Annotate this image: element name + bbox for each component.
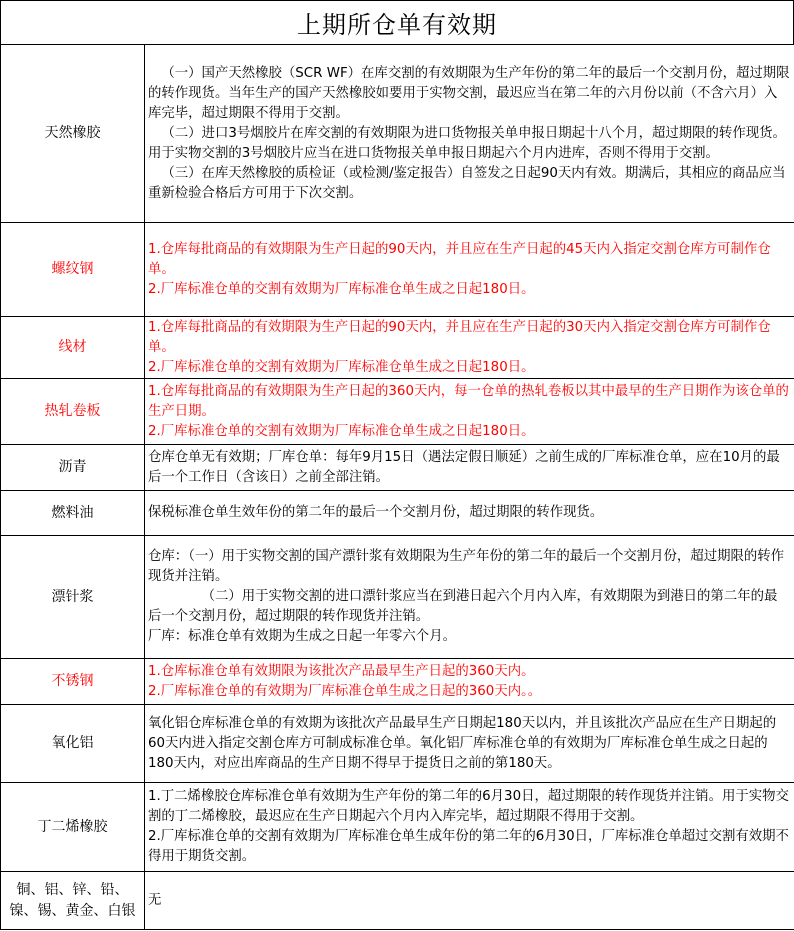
table-row: [1, 491, 794, 536]
row-name-alumina: 氧化铝: [1, 705, 145, 783]
desc-line: 2.厂库标准仓单的交割有效期为厂库标准仓单生成之日起180日。: [148, 281, 535, 297]
desc-line: 2.厂库标准仓单的交割有效期为厂库标准仓单生成年份的第二年的6月30日，厂库标准仓单超过交割有效期不得用于期货交割。: [148, 829, 789, 864]
row-desc-rebar: [145, 223, 794, 317]
desc-line: 仓库仓单无有效期；厂库仓单：每年9月15日（遇法定假日顺延）之前生成的厂库标准仓单，应在10月的最后一个工作日（含该日）之前全部注销。: [148, 449, 780, 485]
table-row: [1, 45, 794, 223]
row-name-hot-rolled-coil: 热轧卷板: [1, 379, 145, 445]
table-row: [1, 659, 794, 705]
row-desc-fuel-oil: [145, 491, 794, 536]
table-row: [1, 379, 794, 445]
table-row: [1, 317, 794, 379]
row-desc-alumina: [145, 705, 794, 783]
desc-line: 仓库：（一）用于实物交割的国产漂针浆有效期限为生产年份的第二年的最后一个交割月份，超过期限的转作现货并注销。: [148, 549, 785, 584]
desc-line: 1.仓库每批商品的有效期限为生产日起的360天内，每一仓单的热轧卷板以其中最早的生产日期作为该仓单的生产日期。: [148, 383, 789, 419]
table-row: [1, 445, 794, 491]
table-row: [1, 783, 794, 872]
row-name-wire-rod: 线材: [1, 317, 145, 379]
desc-line: 氧化铝仓库标准仓单的有效期为该批次产品最早生产日期起180天以内，并且该批次产品应在生产日期起的60天内进入指定交割仓库方可制成标准仓单。氧化铝厂库标准仓单的有效期为厂库标准仓单生成之日起的180天内，对应出库商品的生产日期不得早于提货日之前的第180天。: [148, 715, 777, 771]
row-desc-bitumen: [145, 445, 794, 491]
row-name-bleached-pulp: 漂针浆: [1, 536, 145, 659]
desc-line: （三）在库天然橡胶的质检证（或检测/鉴定报告）自签发之日起90天内有效。期满后，其相应的商品应当重新检验合格后方可用于下次交割。: [148, 165, 786, 201]
row-desc-metals: [145, 872, 794, 930]
table-row: [1, 872, 794, 930]
desc-line: 1.丁二烯橡胶仓库标准仓单有效期为生产年份的第二年的6月30日，超过期限的转作现货并注销。用于实物交割的丁二烯橡胶，最迟应在生产日期起六个月内入库完毕，超过期限不得用于交割。: [148, 789, 789, 824]
row-name-natural-rubber: 天然橡胶: [1, 45, 145, 223]
desc-line: 厂库：标准仓单有效期为生成之日起一年零六个月。: [148, 629, 456, 644]
row-name-rebar: 螺纹钢: [1, 223, 145, 317]
row-name-butadiene-rubber: 丁二烯橡胶: [1, 783, 145, 872]
row-desc-bleached-pulp: [145, 536, 794, 659]
desc-line: 1.仓库每批商品的有效期限为生产日起的90天内，并且应在生产日起的45天内入指定交割仓库方可制作仓单。: [148, 241, 771, 277]
desc-line: （二）用于实物交割的进口漂针浆应当在到港日起六个月内入库，有效期限为到港日的第二年的最后一个交割月份，超过期限的转作现货并注销。: [148, 589, 778, 624]
row-desc-butadiene-rubber: [145, 783, 794, 872]
row-desc-natural-rubber: [145, 45, 794, 223]
desc-line: 2.厂库标准仓单的有效期为厂库标准仓单生成之日起的360天内。。: [148, 683, 542, 699]
desc-line: 1.仓库标准仓单有效期限为该批次产品最早生产日起的360天内。: [148, 663, 535, 679]
desc-line: （一）国产天然橡胶（SCR WF）在库交割的有效期限为生产年份的第二年的最后一个交割月份，超过期限的转作现货。当年生产的国产天然橡胶如要用于实物交割，最迟应当在第二年的六月份以前（不含六月）入库完毕，超过期限不得用于交割。: [148, 65, 790, 121]
row-name-bitumen: 沥青: [1, 445, 145, 491]
row-desc-stainless-steel: [145, 659, 794, 705]
desc-line: （二）进口3号烟胶片在库交割的有效期限为进口货物报关单申报日期起十八个月，超过期限的转作现货。用于实物交割的3号烟胶片应当在进口货物报关单申报日期起六个月内进库，否则不得用于交割。: [148, 125, 786, 161]
desc-line: 2.厂库标准仓单的交割有效期为厂库标准仓单生成之日起180日。: [148, 423, 535, 439]
page-title: 上期所仓单有效期: [0, 0, 794, 44]
row-name-fuel-oil: 燃料油: [1, 491, 145, 536]
table-row: [1, 705, 794, 783]
row-name-stainless-steel: 不锈钢: [1, 659, 145, 705]
desc-line: 1.仓库每批商品的有效期限为生产日起的90天内，并且应在生产日起的30天内入指定交割仓库方可制作仓单。: [148, 319, 771, 355]
table-row: [1, 536, 794, 659]
table-row: [1, 223, 794, 317]
row-name-metals: 铜、铝、锌、铅、镍、锡、黄金、白银: [1, 872, 145, 930]
row-desc-wire-rod: [145, 317, 794, 379]
validity-table: [0, 44, 794, 930]
desc-line: 无: [148, 892, 162, 908]
row-desc-hot-rolled-coil: [145, 379, 794, 445]
desc-line: 2.厂库标准仓单的交割有效期为厂库标准仓单生成之日起180日。: [148, 359, 535, 375]
desc-line: 保税标准仓单生效年份的第二年的最后一个交割月份，超过期限的转作现货。: [148, 505, 604, 520]
